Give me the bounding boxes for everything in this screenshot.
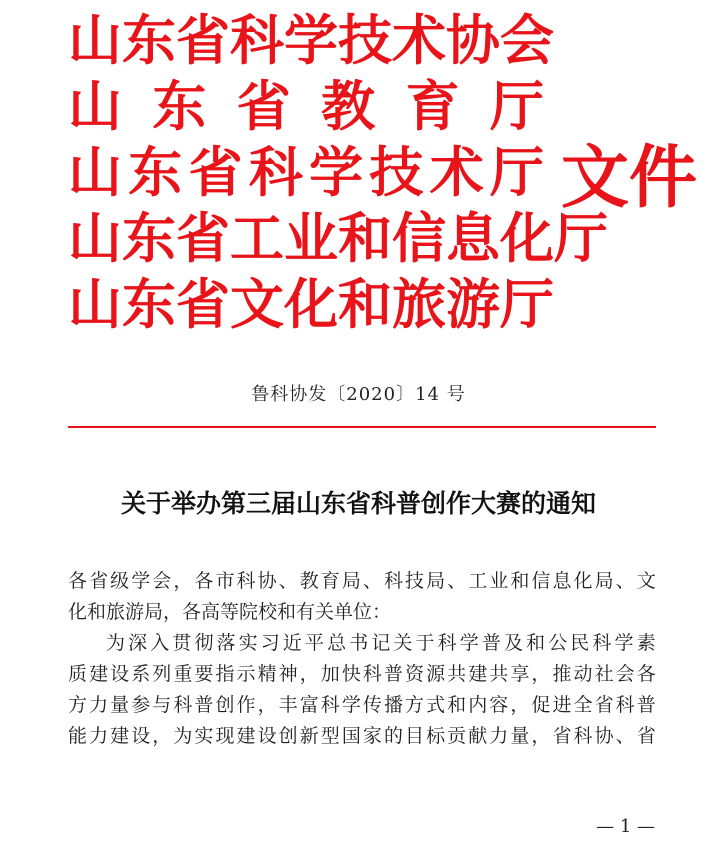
paragraph-line-1: 为 深 入 贯 彻 落 实 习 近 平 总 书 记 关 于 科 学 普 及 和 公 民 科 学 素: [106, 632, 656, 654]
recipients-line-1: 各 省 级 学 会 ， 各 市 科 协 、 教 育 局 、 科 技 局 、 工 业 和 信 息 化 局 、 文: [68, 570, 656, 592]
recipients-line-2: 化和旅游局，各高等院校和有关单位：: [68, 601, 392, 623]
paragraph-line-2: 质 建 设 系 列 重 要 指 示 精 神 ， 加 快 科 普 资 源 共 建 共 享 ， 推 动 社 会 各: [68, 663, 656, 685]
document-type-label: 文件: [561, 138, 698, 218]
page-number: — 1 —: [596, 816, 655, 837]
document-number: 鲁科协发〔2020〕14 号: [251, 384, 466, 405]
org-name-2: 山 东 省 教 育 厅: [68, 74, 544, 138]
org-name-1: 山东省科学技术协会: [68, 8, 554, 72]
red-header: [68, 8, 698, 340]
org-name-5: 山东省文化和旅游厅: [68, 272, 554, 336]
red-divider-line: [68, 426, 656, 428]
notice-body: [68, 566, 656, 752]
org-name-4: 山东省工业和信息化厅: [68, 206, 608, 270]
paragraph-line-4: 能 力 建 设 ， 为 实 现 建 设 创 新 型 国 家 的 目 标 贡 献 力 量 ， 省 科 协 、 省: [68, 725, 656, 747]
paragraph-line-3: 方 力 量 参 与 科 普 创 作 ， 丰 富 科 学 传 播 方 式 和 内 容 ， 促 进 全 省 科 普: [68, 694, 656, 716]
notice-title: 关于举办第三届山东省科普创作大赛的通知: [120, 489, 596, 518]
org-name-3: 山 东 省 科 学 技 术 厅: [68, 140, 544, 204]
